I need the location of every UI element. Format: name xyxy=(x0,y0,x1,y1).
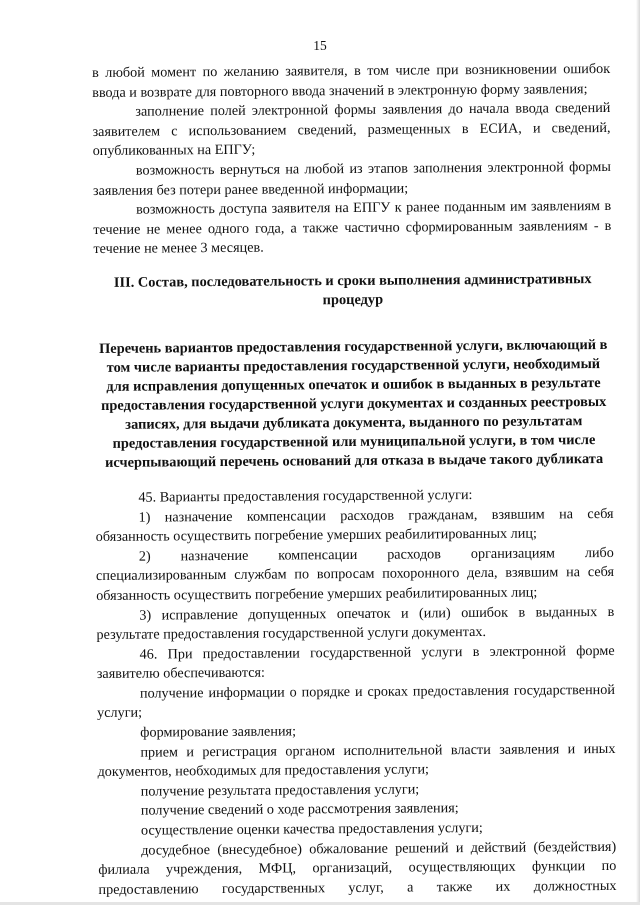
list-item: прием и регистрация органом исполнительной власти заявления и иных документов, необходимых для предоставления услуги; xyxy=(97,740,616,781)
list-item: формирование заявления; xyxy=(140,723,297,741)
subsection-title: Перечень вариантов предоставления государственной услуги, включающий в том числе варианты предоставления государственной услуги, необходимый для исправления допущенных опечаток и ошибок в выданных в результате предоставления государственной услуги документах и созданных реестровых записях, для выдачи дубликата документа, выданного по результатам предоставления государственной или муниципальной услуги, в том числе исчерпывающий перечень оснований для отказа в выдаче такого дубликата xyxy=(99,336,608,471)
page-number: 15 xyxy=(313,38,327,53)
paragraph: заполнение полей электронной формы заявления до начала ввода сведений заявителем с использованием сведений, размещенных в ЕСИА, и сведений, опубликованных на ЕПГУ; xyxy=(92,100,611,160)
paragraph: 45. Варианты предоставления государственной услуги: xyxy=(138,486,473,506)
list-item: осуществление оценки качества предоставления услуги; xyxy=(140,819,483,839)
document-body xyxy=(92,60,617,900)
section-title: III. Состав, последовательность и сроки выполнения административных процедур xyxy=(113,271,592,309)
list-item: 2) назначение компенсации расходов организациям либо специализированным службам по вопросам похоронного дела, взявшим на себя обязанность осуществить погребение умерших реабилитированных лиц; xyxy=(95,544,615,604)
list-item: 3) исправление допущенных опечаток и (или) ошибок в выданных в результате предоставления государственной услуги документах. xyxy=(96,603,615,644)
paragraph: 46. При предоставлении государственной услуги в электронной форме заявителю обеспечиваются: xyxy=(96,642,615,683)
list-item: 1) назначение компенсации расходов гражданам, взявшим на себя обязанность осуществить погребение умерших реабилитированных лиц; xyxy=(95,505,614,546)
paragraph: возможность доступа заявителя на ЕПГУ к ранее поданным им заявлениям в течение не менее одного года, а также частично сформированным заявлениям - в течение не менее 3 месяцев. xyxy=(93,198,612,258)
list-item: досудебное (внесудебное) обжалование решений и действий (бездействия) филиала учреждения, МФЦ, организаций, осуществляющих функции по предоставлению государственных услуг, а также их должностных xyxy=(98,838,617,898)
scan-edge-shadow xyxy=(636,0,640,905)
list-item: получение результата предоставления услуги; xyxy=(140,781,420,800)
paragraph: возможность вернуться на любой из этапов заполнения электронной формы заявления без потери ранее введенной информации; xyxy=(92,158,611,199)
paragraph: в любой момент по желанию заявителя, в том числе при возникновении ошибок ввода и возврате для повторного ввода значений в электронную форму заявления; xyxy=(92,60,611,101)
list-item: получение сведений о ходе рассмотрения заявления; xyxy=(140,800,459,820)
list-item: получение информации о порядке и сроках предоставления государственной услуги; xyxy=(97,681,615,722)
